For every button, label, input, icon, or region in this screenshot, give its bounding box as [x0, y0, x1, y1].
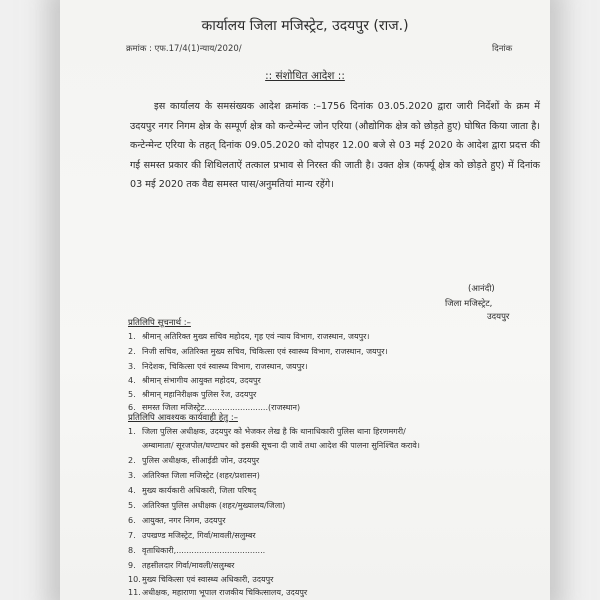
list-item: 6. समस्त जिला मजिस्ट्रेट.........................(राजस्थान) — [128, 403, 301, 412]
list-item: 7. उपखण्ड मजिस्ट्रेट, गिर्वा/मावली/सलुम्बर — [128, 531, 256, 540]
list-item: 4. मुख्य कार्यकारी अधिकारी, जिला परिषद् — [128, 486, 257, 495]
office-title: कार्यालय जिला मजिस्ट्रेट, उदयपुर (राज.) — [201, 18, 409, 34]
order-body — [130, 97, 540, 195]
copy-info-heading: प्रतिलिपि सूचनार्थ :– — [128, 318, 191, 328]
signatory-place: उदयपुर — [487, 312, 510, 322]
list-item: 3. निदेशक, चिकित्सा एवं स्वास्थ्य विभाग, राजस्थान, जयपुर। — [128, 362, 308, 371]
list-item: 6. आयुक्त, नगर निगम, उदयपुर — [128, 516, 226, 525]
list-item: 8. वृताधिकारी,................................... — [128, 546, 266, 555]
list-item: 9. तहसीलदार गिर्वा/मावली/सलुम्बर — [128, 561, 235, 570]
list-item-continuation: अम्बामाता/ सूरजपोल/घण्टाघर को इसकी सूचना दी जावें तथा आदेश की पालना सुनिश्चित करावे। — [142, 441, 420, 450]
copy-action-heading: प्रतिलिपि आवश्यक कार्यवाही हेतु :– — [128, 413, 238, 423]
list-item: 2. निजी सचिव, अतिरिक्त मुख्य सचिव, चिकित्सा एवं स्वास्थ्य विभाग, राजस्थान, जयपुर। — [128, 347, 388, 356]
list-item: 5. अतिरिक्त पुलिस अधीक्षक (शहर/मुख्यालय/जिला) — [128, 501, 286, 510]
list-item: 1. श्रीमान् अतिरिक्त मुख्य सचिव महोदय, गृह एवं न्याय विभाग, राजस्थान, जयपुर। — [128, 332, 370, 341]
list-item: 5. श्रीमान् महानिरीक्षक पुलिस रेंज, उदयपुर — [128, 390, 257, 399]
order-subject: :: संशोधित आदेश :: — [265, 70, 345, 82]
list-item: 11.अधीक्षक, महाराणा भूपाल राजकीय चिकित्सालय, उदयपुर — [128, 588, 308, 597]
list-item: 2. पुलिस अधीक्षक, सीआईडी जोन, उदयपुर — [128, 456, 260, 465]
signatory-name: (आनंदी) — [468, 284, 495, 294]
list-item: 10.मुख्य चिकित्सा एवं स्वास्थ्य अधिकारी, उदयपुर — [128, 575, 274, 584]
date-label: दिनांक — [492, 44, 513, 54]
signatory-title: जिला मजिस्ट्रेट, — [445, 299, 493, 309]
list-item: 3. अतिरिक्त जिला मजिस्ट्रेट (शहर/प्रशासन) — [128, 471, 260, 480]
order-paragraph: इस कार्यालय के समसंख्यक आदेश क्रमांक :–1756 दिनांक 03.05.2020 द्वारा जारी निर्देशों के क्रम में उदयपुर नगर निगम क्षेत्र के सम्पूर्ण क्षेत्र को कन्टेन्मेन्ट जोन एरिया (औद्योगिक क्षेत्र को छोड़ते हुए) घोषित किया जाता है। कन्टेन्मेन्ट एरिया के तहत् दिनांक 09.05.2020 को दोपहर 12.00 बजे से 03 मई 2020 के आदेश द्वारा प्रदत्त की गई समस्त प्रकार की शिथिलताऐं तत्काल प्रभाव से निरस्त की जाती है। उक्त क्षेत्र (कर्फ्यू क्षेत्र को छोड़ते हुए) में दिनांक 03 मई 2020 तक वैद्य समस्त पास/अनुमतियां मान्य रहेंगे। — [130, 101, 540, 190]
document-page — [60, 0, 550, 600]
list-item: 1. जिला पुलिस अधीक्षक, उदयपुर को भेजकर लेख है कि थानाधिकारी पुलिस थाना हिरणमगरी/ — [128, 427, 406, 436]
list-item: 4. श्रीमान् संभागीय आयुक्त महोदय, उदयपुर — [128, 376, 261, 385]
reference-number: क्रमांक : एफ.17/4(1)न्याय/2020/ — [126, 44, 242, 54]
